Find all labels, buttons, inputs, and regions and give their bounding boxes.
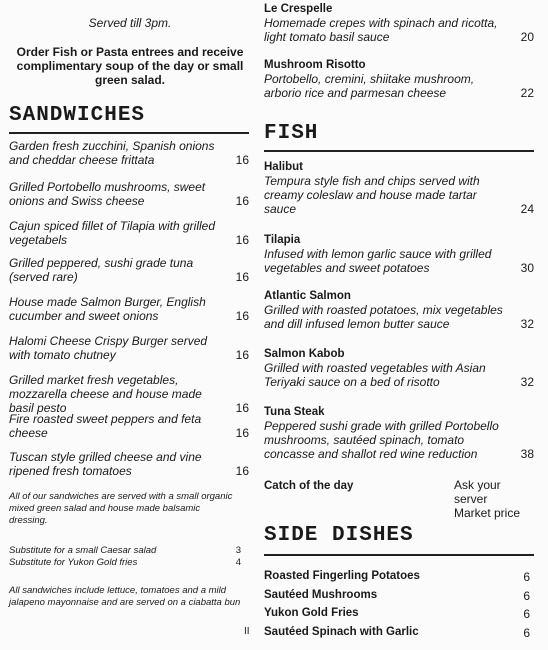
sandwich-item [9,412,251,440]
fish-item [264,405,534,461]
fish-price: 30 [520,261,534,275]
fish-item [264,233,534,275]
sandwich-price: 16 [235,348,249,362]
sandwich-desc: Fire roasted sweet peppers and feta cheese [9,412,202,440]
sandwich-item [9,450,251,478]
sandwich-item [9,373,251,415]
side-dishes-rule [264,554,534,556]
fish-item [264,289,534,331]
fish-name: Tilapia [264,234,301,246]
fish-price: 24 [520,202,534,216]
sandwich-desc: House made Salmon Burger, English cucumber and sweet onions [9,295,206,323]
substitute-row [9,557,241,569]
side-dish-price: 6 [523,607,530,621]
fish-name: Salmon Kabob [264,348,345,360]
side-dish-item [264,570,534,582]
fish-desc: Infused with lemon garlic sauce with grilled vegetables and sweet potatoes [264,247,492,275]
substitute-label: Substitute for Yukon Gold fries [9,557,138,568]
sandwich-desc: Tuscan style grilled cheese and vine ripened fresh tomatoes [9,450,202,478]
catch-details [454,478,534,520]
side-dish-item [264,589,534,601]
fish-item [264,347,534,389]
side-dish-price: 6 [523,570,530,584]
catch-name: Catch of the day [264,480,354,492]
sandwich-desc: Grilled market fresh vegetables, mozzarella cheese and house made basil pesto [9,373,202,415]
sandwich-item [9,180,251,208]
catch-market-price: Market price [454,506,521,520]
fish-heading: FISH [264,122,319,145]
fish-name: Halibut [264,161,303,173]
fish-desc: Grilled with roasted potatoes, mix vegetables and dill infused lemon butter sauce [264,303,503,331]
side-dish-item [264,607,534,619]
side-dish-item [264,626,534,638]
served-till-note: Served till 3pm. [88,16,172,30]
sandwich-desc: Garden fresh zucchini, Spanish onions and cheddar cheese frittata [9,139,215,167]
fish-desc: Grilled with roasted vegetables with Asian Teriyaki sauce on a bed of risotto [264,361,486,389]
sandwich-desc: Grilled peppered, sushi grade tuna (served rare) [9,256,194,284]
side-dish-name: Roasted Fingerling Potatoes [264,570,420,582]
substitute-price: 3 [235,545,241,556]
fish-price: 38 [520,447,534,461]
sandwich-price: 16 [235,401,249,415]
sandwich-salad-note: All of our sandwiches are served with a small organic mixed green salad and house made balsamic dressing. [9,491,233,526]
sandwiches-heading: SANDWICHES [9,104,146,127]
side-dish-name: Yukon Gold Fries [264,607,359,619]
pasta-item [264,2,534,44]
entree-offer-note: Order Fish or Pasta entrees and receive complimentary soup of the day or small green salad. [16,45,244,87]
sandwich-bun-note: All sandwiches include lettuce, tomatoes and a mild jalapeno mayonnaise and are served on a ciabatta bun [9,585,241,608]
sandwich-desc: Grilled Portobello mushrooms, sweet onions and Swiss cheese [9,180,206,208]
fish-rule [264,150,534,152]
sandwich-item [9,139,251,167]
pasta-desc: Homemade crepes with spinach and ricotta, light tomato basil sauce [264,16,498,44]
pasta-name: Mushroom Risotto [264,59,366,71]
sandwich-price: 16 [235,464,249,478]
fish-desc: Peppered sushi grade with grilled Portobello mushrooms, sautéed spinach, tomato concasse and shallot red wine reduction [264,419,499,461]
pasta-name: Le Crespelle [264,3,333,15]
side-dish-price: 6 [523,589,530,603]
catch-of-the-day [264,478,534,520]
sandwich-price: 16 [235,233,249,247]
catch-ask-server: Ask your server [454,478,501,506]
substitute-label: Substitute for a small Caesar salad [9,545,157,556]
fish-price: 32 [520,317,534,331]
sandwich-item [9,219,251,247]
fish-item [264,160,534,216]
fish-desc: Tempura style fish and chips served with creamy coleslaw and house made tartar sauce [264,174,480,216]
sandwich-item [9,256,251,284]
page-mark: II [244,626,250,637]
sandwich-desc: Cajun spiced fillet of Tilapia with grilled vegetabels [9,219,215,247]
sandwiches-rule [9,132,249,134]
sandwich-desc: Halomi Cheese Crispy Burger served with tomato chutney [9,334,208,362]
pasta-price: 22 [520,86,534,100]
sandwich-item [9,334,251,362]
fish-name: Atlantic Salmon [264,290,351,302]
fish-price: 32 [520,375,534,389]
side-dish-name: Sautéed Mushrooms [264,589,378,601]
sandwich-item [9,295,251,323]
pasta-item [264,58,534,100]
sandwich-price: 16 [235,153,249,167]
fish-name: Tuna Steak [264,406,325,418]
substitute-price: 4 [235,557,241,568]
side-dish-price: 6 [523,626,530,640]
side-dish-name: Sautéed Spinach with Garlic [264,626,419,638]
sandwich-price: 16 [235,426,249,440]
sandwich-price: 16 [235,309,249,323]
substitute-row [9,545,241,557]
side-dishes-heading: SIDE DISHES [264,524,414,547]
sandwich-price: 16 [235,194,249,208]
pasta-price: 20 [520,30,534,44]
pasta-desc: Portobello, cremini, shiitake mushroom, arborio rice and parmesan cheese [264,72,475,100]
sandwich-price: 16 [235,270,249,284]
